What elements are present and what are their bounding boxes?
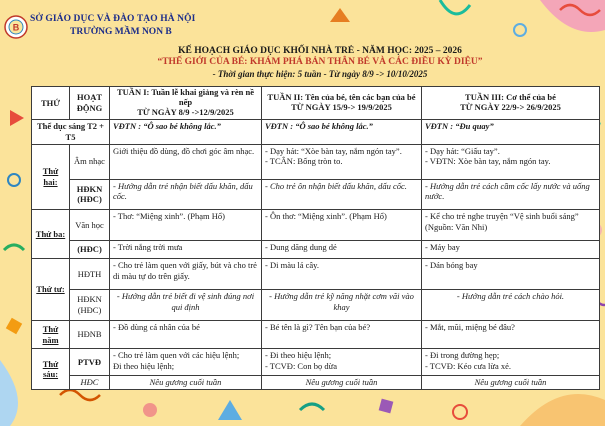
activity-label: HĐKN (HĐC)	[70, 290, 110, 321]
cell: - Máy bay	[422, 240, 600, 258]
plan-duration: - Thời gian thực hiện: 5 tuần - Từ ngày 8/9 -> 10/10/2025	[212, 69, 428, 79]
day-friday: Thứ sáu:	[32, 349, 70, 390]
table-row	[32, 210, 600, 241]
cell: - Bé tên là gì? Tên bạn của bé?	[262, 320, 422, 349]
activity-label: Văn học	[70, 210, 110, 241]
department-name: SỞ GIÁO DỤC VÀ ĐÀO TẠO HÀ NỘI	[30, 14, 196, 24]
header-day: THỨ	[32, 87, 70, 120]
day-thursday: Thứ năm	[32, 320, 70, 349]
activity-label: HĐNB	[70, 320, 110, 349]
svg-text:B: B	[12, 22, 20, 33]
table-row	[32, 320, 600, 349]
table-header-row	[32, 87, 600, 120]
day-tuesday: Thứ ba:	[32, 210, 70, 259]
activity-label: (HĐC)	[70, 240, 110, 258]
activity-label: PTVĐ	[70, 349, 110, 376]
table-row	[32, 120, 600, 145]
cell: Nêu gương cuối tuần	[262, 376, 422, 390]
day-monday: Thứ hai:	[32, 144, 70, 209]
school-header	[30, 14, 330, 37]
cell: - Hướng dẫn trẻ nhận biết dấu khăn, dấu cốc.	[110, 179, 262, 210]
week-1-title: TUẦN I: Tuần lễ khai giảng và rèn nề nếp	[117, 87, 254, 108]
cell: - Kể cho trẻ nghe truyện “Vệ sinh buổi sáng” (Nguồn: Văn Nhi)	[422, 210, 600, 241]
day-wednesday: Thứ tư:	[32, 259, 70, 320]
plan-theme: “THẾ GIỚI CỦA BÉ: KHÁM PHÁ BẢN THÂN BÉ VÀ CÁC ĐIỀU KỲ DIỆU”	[157, 57, 483, 67]
cell: Nêu gương cuối tuần	[422, 376, 600, 390]
cell: - Hướng dẫn trẻ cách chào hỏi.	[422, 290, 600, 321]
week-1-dates: TỪ NGÀY 8/9 ->12/9/2025	[137, 106, 234, 117]
plan-titles	[120, 46, 520, 79]
schedule-table	[31, 86, 600, 390]
table-row	[32, 349, 600, 376]
table-row	[32, 376, 600, 390]
cell: - Đồ dùng cá nhân của bé	[110, 320, 262, 349]
activity-label: Âm nhạc	[70, 144, 110, 179]
cell: - Thơ: “Miệng xinh”. (Phạm Hổ)	[110, 210, 262, 241]
morning-exercise-label: Thể dục sáng T2 + T5	[32, 120, 110, 145]
cell: Giới thiệu đồ dùng, đồ chơi góc âm nhạc.	[110, 144, 262, 179]
table-row	[32, 240, 600, 258]
cell: - Trời nắng trời mưa	[110, 240, 262, 258]
week-2-dates: TỪ NGÀY 15/9-> 19/9/2025	[291, 102, 392, 113]
week-3-dates: TỪ NGÀY 22/9-> 26/9/2025	[460, 102, 561, 113]
cell: - Đi trong đường hẹp; - TCVĐ: Kéo cưa lừa xẻ.	[422, 349, 600, 376]
cell: VĐTN : “Ô sao bé không lắc.”	[262, 120, 422, 145]
week-2-title: TUẦN II: Tên của bé, tên các bạn của bé	[267, 92, 416, 103]
table-row	[32, 259, 600, 290]
cell: VĐTN : “Ô sao bé không lắc.”	[110, 120, 262, 145]
school-name: TRƯỜNG MẦM NON B	[70, 27, 172, 37]
header-week-2	[262, 87, 422, 120]
table-row	[32, 144, 600, 179]
cell: - Hướng dẫn trẻ kỹ năng nhặt cơm vãi vào khay	[262, 290, 422, 321]
cell: - Dạy hát: “Giấu tay”. - VĐTN: Xòe bàn tay, nắm ngón tay.	[422, 144, 600, 179]
cell: - Dạy hát: “Xòe bàn tay, nắm ngón tay”. - TCÂN: Bống tròn to.	[262, 144, 422, 179]
table-row	[32, 179, 600, 210]
cell: - Dán bóng bay	[422, 259, 600, 290]
cell: - Cho trẻ ôn nhận biết dấu khăn, dấu cốc.	[262, 179, 422, 210]
table-row	[32, 290, 600, 321]
cell: - Mắt, mũi, miệng bé đâu?	[422, 320, 600, 349]
activity-label: HĐKN (HĐC)	[70, 179, 110, 210]
cell: - Cho trẻ làm quen với các hiệu lệnh; Đi theo hiệu lệnh;	[110, 349, 262, 376]
cell: - Hướng dẫn trẻ cách cầm cốc lấy nước và uống nước.	[422, 179, 600, 210]
cell: - Dung dăng dung dẻ	[262, 240, 422, 258]
cell: VĐTN : “Đu quay”	[422, 120, 600, 145]
cell: - Đi theo hiệu lệnh; - TCVĐ: Con bọ dừa	[262, 349, 422, 376]
cell: - Ôn thơ: “Miệng xinh”. (Phạm Hổ)	[262, 210, 422, 241]
week-3-title: TUẦN III: Cơ thể của bé	[465, 92, 556, 103]
activity-label: HĐTH	[70, 259, 110, 290]
header-activity: HOẠT ĐỘNG	[70, 87, 110, 120]
cell: - Hướng dẫn trẻ biết đi vệ sinh đúng nơi qui định	[110, 290, 262, 321]
cell: Nêu gương cuối tuần	[110, 376, 262, 390]
header-week-1	[110, 87, 262, 120]
plan-title: KẾ HOẠCH GIÁO DỤC KHỐI NHÀ TRẺ - NĂM HỌC: 2025 – 2026	[178, 46, 462, 56]
cell: - Di màu lá cây.	[262, 259, 422, 290]
cell: - Cho trẻ làm quen với giấy, bút và cho trẻ di màu tự do trên giấy.	[110, 259, 262, 290]
activity-label: HĐC	[70, 376, 110, 390]
header-week-3	[422, 87, 600, 120]
school-logo-icon	[4, 15, 28, 39]
